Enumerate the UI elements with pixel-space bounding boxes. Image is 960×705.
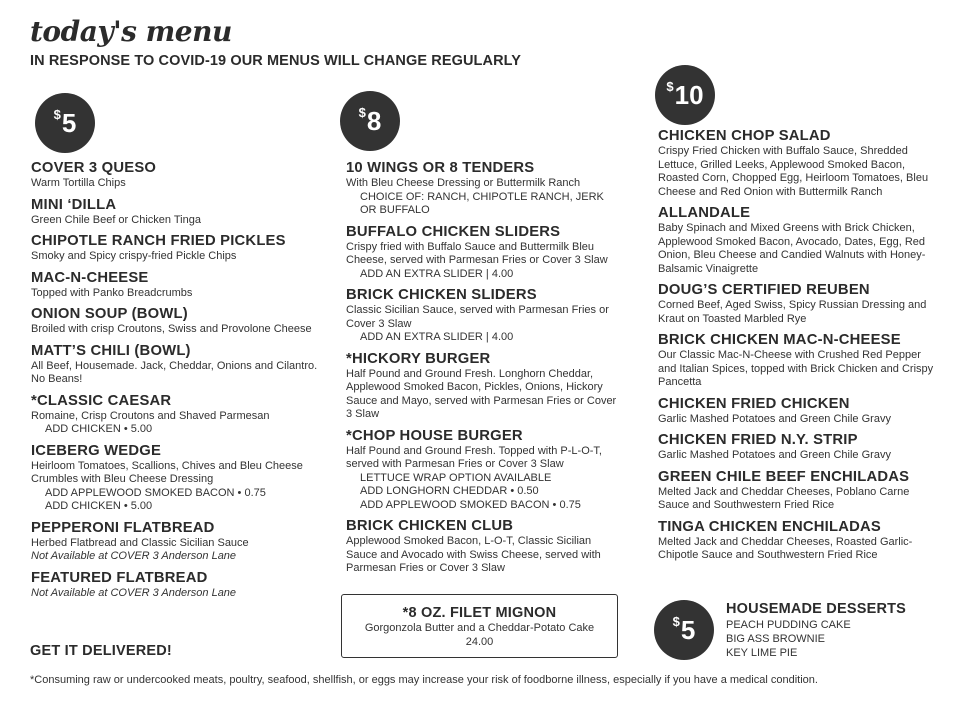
menu-item-addon: ADD CHICKEN • 5.00 (45, 423, 153, 435)
menu-item-addon: LETTUCE WRAP OPTION AVAILABLE (360, 471, 552, 484)
foodborne-illness-disclaimer: *Consuming raw or undercooked meats, poultry, seafood, shellfish, or eggs may increase your risk of foodborne illness, especially if you have a medical condition. (30, 674, 818, 686)
menu-item-name: *CLASSIC CAESAR (31, 392, 172, 409)
desserts-title: HOUSEMADE DESSERTS (726, 601, 907, 617)
menu-item-addon: CHOICE OF: RANCH, CHIPOTLE RANCH, JERK OR BUFFALO (360, 190, 604, 216)
badge-currency: $ (53, 106, 61, 122)
badge-currency: $ (666, 78, 674, 94)
menu-item (346, 518, 618, 576)
menu-item-name: MAC-N-CHEESE (31, 269, 149, 286)
menu-item-description: Broiled with crisp Croutons, Swiss and Provolone Cheese (31, 323, 312, 335)
menu-item-name: *HICKORY BURGER (346, 350, 491, 367)
menu-item-description: Melted Jack and Cheddar Cheeses, Roasted Garlic-Chipotle Sauce and Southwestern Fried Rice (658, 535, 913, 561)
price-badge-5 (35, 93, 95, 153)
menu-item-name: CHICKEN CHOP SALAD (658, 128, 831, 144)
badge-amount: 5 (61, 107, 77, 138)
menu-item-description: Garlic Mashed Potatoes and Green Chile Gravy (658, 449, 891, 461)
menu-item-name: BUFFALO CHICKEN SLIDERS (346, 223, 561, 240)
menu-item-description: Topped with Panko Breadcrumbs (31, 286, 193, 299)
menu-item-name: MATT’S CHILI (BOWL) (31, 342, 191, 359)
dessert-item: KEY LIME PIE (726, 647, 798, 659)
menu-item (31, 160, 331, 191)
menu-column-5 (31, 160, 331, 606)
menu-item-description: Our Classic Mac-N-Cheese with Crushed Red Pepper and Italian Spices, topped with Brick Chicken and Crispy Pancetta (658, 349, 934, 388)
menu-item (658, 432, 938, 463)
menu-item-addon: ADD AN EXTRA SLIDER | 4.00 (360, 331, 514, 343)
menu-item (658, 396, 938, 427)
menu-item-description: With Bleu Cheese Dressing or Buttermilk Ranch (346, 177, 581, 189)
menu-item-addon: ADD APPLEWOOD SMOKED BACON • 0.75 (360, 498, 581, 511)
menu-item-name: CHICKEN FRIED N.Y. STRIP (658, 432, 858, 448)
menu-item-description: Green Chile Beef or Chicken Tinga (31, 213, 201, 226)
menu-item-description: Crispy Fried Chicken with Buffalo Sauce, Shredded Lettuce, Grilled Leeks, Applewood Smoked Bacon, Roasted Corn, Chopped Egg, Heirloom Tomatoes, Bleu Cheese and Red Onion with Buttermilk Ranch (658, 145, 929, 198)
filet-mignon-box (341, 594, 618, 658)
menu-item-name: PEPPERONI FLATBREAD (31, 519, 215, 536)
menu-item-addon: ADD CHICKEN • 5.00 (45, 500, 153, 512)
badge-amount: 10 (674, 79, 704, 110)
menu-item-name: MINI ‘DILLA (31, 196, 117, 213)
menu-item-description: Heirloom Tomatoes, Scallions, Chives and Bleu Cheese Crumbles with Bleu Cheese Dressing (31, 459, 303, 485)
menu-item-description: Garlic Mashed Potatoes and Green Chile Gravy (658, 412, 891, 425)
price-badge-10 (655, 65, 715, 125)
dessert-item: BIG ASS BROWNIE (726, 633, 826, 645)
menu-item-name: ONION SOUP (BOWL) (31, 306, 188, 322)
menu-column-10 (658, 128, 938, 569)
menu-item-name: ALLANDALE (658, 205, 751, 221)
menu-item-name: *CHOP HOUSE BURGER (346, 427, 523, 444)
menu-subtitle: IN RESPONSE TO COVID-19 OUR MENUS WILL CHANGE REGULARLY (30, 53, 522, 69)
menu-item-description: Corned Beef, Aged Swiss, Spicy Russian Dressing and Kraut on Toasted Marbled Rye (658, 299, 927, 325)
menu-item (658, 469, 938, 513)
menu-item (31, 233, 331, 264)
price-badge-8 (340, 91, 400, 151)
menu-item-description: Baby Spinach and Mixed Greens with Brick Chicken, Applewood Smoked Bacon, Avocado, Dates, Egg, Red Onion, Bleu Cheese and Candied Walnuts with Honey-Balsamic Vinaigrette (658, 222, 926, 275)
menu-item-description: Warm Tortilla Chips (31, 177, 126, 189)
menu-item-name: 10 WINGS OR 8 TENDERS (346, 160, 535, 176)
menu-item (658, 519, 938, 563)
filet-price: 24.00 (465, 635, 494, 648)
price-badge-desserts (654, 600, 714, 660)
menu-item-description: Melted Jack and Cheddar Cheeses, Poblano Carne Sauce and Southwestern Fried Rice (658, 485, 910, 511)
menu-item-name: GREEN CHILE BEEF ENCHILADAS (658, 468, 910, 485)
menu-item (31, 520, 331, 564)
menu-item (346, 224, 618, 282)
menu-item (31, 197, 331, 228)
menu-item-addon: ADD AN EXTRA SLIDER | 4.00 (360, 267, 514, 280)
badge-currency: $ (672, 613, 680, 629)
menu-title: today's menu (30, 15, 232, 48)
menu-item-description: Herbed Flatbread and Classic Sicilian Sauce (31, 536, 249, 549)
menu-item-name: CHIPOTLE RANCH FRIED PICKLES (31, 233, 286, 249)
menu-item-name: ICEBERG WEDGE (31, 442, 162, 459)
menu-item-addon: ADD APPLEWOOD SMOKED BACON • 0.75 (45, 486, 266, 499)
menu-item-name: BRICK CHICKEN SLIDERS (346, 287, 537, 303)
badge-amount: 5 (680, 614, 696, 645)
menu-item (31, 306, 331, 337)
dessert-item: PEACH PUDDING CAKE (726, 619, 851, 631)
menu-item (31, 570, 331, 601)
badge-currency: $ (358, 104, 366, 120)
filet-desc: Gorgonzola Butter and a Cheddar-Potato Cake (364, 622, 595, 634)
menu-item-description: Romaine, Crisp Croutons and Shaved Parmesan (31, 409, 270, 422)
menu-item (346, 160, 618, 218)
menu-item-name: CHICKEN FRIED CHICKEN (658, 395, 850, 412)
menu-item-name: BRICK CHICKEN MAC-N-CHEESE (658, 332, 901, 348)
menu-item-description: Smoky and Spicy crispy-fried Pickle Chips (31, 250, 237, 262)
menu-item (658, 332, 938, 390)
menu-item-description: All Beef, Housemade. Jack, Cheddar, Onions and Cilantro. No Beans! (31, 359, 318, 385)
filet-name: *8 OZ. FILET MIGNON (402, 605, 557, 621)
get-it-delivered-text: GET IT DELIVERED! (30, 643, 172, 659)
menu-item (31, 343, 331, 387)
menu-item (658, 128, 938, 199)
menu-item (658, 282, 938, 326)
badge-amount: 8 (366, 105, 382, 136)
menu-item-name: BRICK CHICKEN CLUB (346, 518, 514, 534)
menu-item-description: Applewood Smoked Bacon, L-O-T, Classic Sicilian Sauce and Avocado with Swiss Cheese, served with Parmesan Fries or Cover 3 Slaw (346, 535, 601, 574)
menu-item-description: Half Pound and Ground Fresh. Topped with P-L-O-T, served with Parmesan Fries or Cover 3 Slaw (346, 444, 602, 470)
menu-item-description: Classic Sicilian Sauce, served with Parmesan Fries or Cover 3 Slaw (346, 304, 609, 330)
menu-item-name: DOUG’S CERTIFIED REUBEN (658, 282, 870, 298)
menu-column-8 (346, 160, 618, 582)
menu-item-addon: ADD LONGHORN CHEDDAR • 0.50 (360, 485, 539, 497)
menu-item-description: Crispy fried with Buffalo Sauce and Buttermilk Bleu Cheese, served with Parmesan Fries or Cover 3 Slaw (346, 240, 608, 266)
menu-item (31, 270, 331, 301)
menu-item (346, 428, 618, 513)
menu-item-name: COVER 3 QUESO (31, 160, 157, 176)
menu-item (346, 351, 618, 422)
menu-item (31, 393, 331, 437)
menu-item-name: FEATURED FLATBREAD (31, 569, 208, 586)
menu-item-availability-note: Not Available at COVER 3 Anderson Lane (31, 550, 237, 562)
menu-item (31, 443, 331, 514)
menu-item-description: Half Pound and Ground Fresh. Longhorn Cheddar, Applewood Smoked Bacon, Pickles, Onions, Hickory Sauce and Mayo, served with Parmesan Fries or Cover 3 Slaw (346, 367, 617, 420)
desserts-section (726, 601, 906, 660)
menu-item-availability-note: Not Available at COVER 3 Anderson Lane (31, 586, 237, 599)
menu-item-name: TINGA CHICKEN ENCHILADAS (658, 518, 881, 535)
menu-item (658, 205, 938, 276)
menu-item (346, 287, 618, 345)
